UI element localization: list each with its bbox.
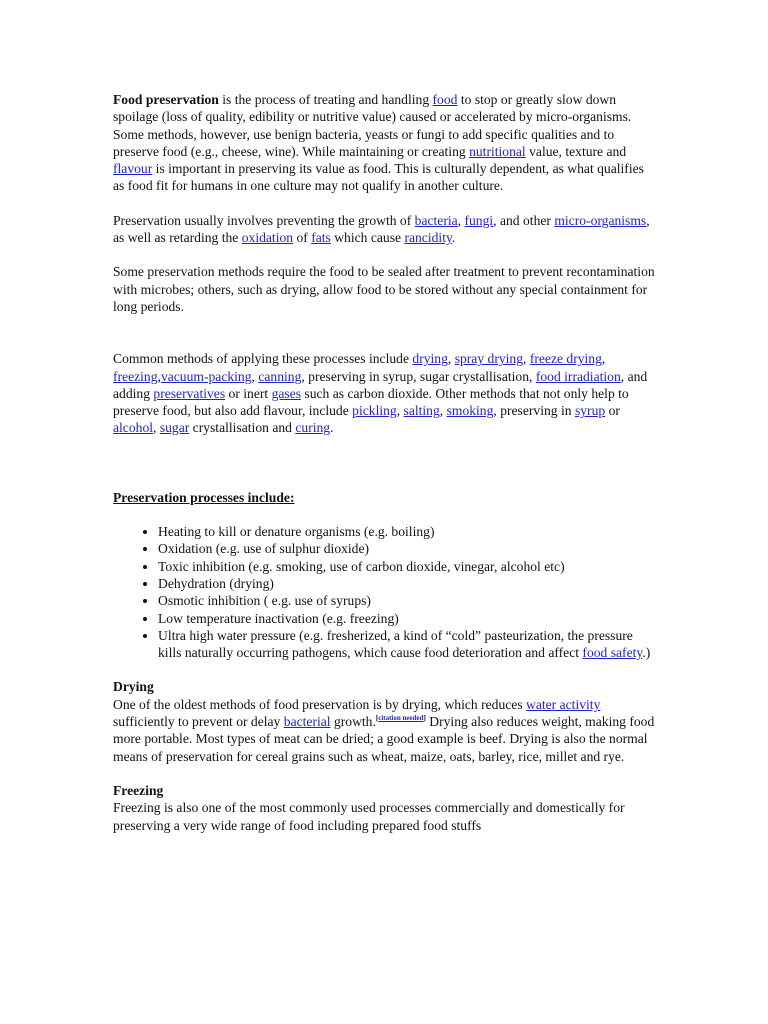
text-run: , as well as retarding the — [113, 212, 650, 246]
list-item — [158, 627, 658, 662]
link-bacterial[interactable]: bacterial — [283, 714, 331, 730]
list-item: • Osmotic inhibition ( e.g. use of syrups) — [158, 592, 658, 609]
drying-heading: Drying — [113, 679, 154, 695]
text-run: growth. — [330, 714, 376, 730]
text-run: Drying also reduces weight, making food more portable. Most types of meat can be dried; a good example is beef. Drying is also the normal means of preservation for cereal grains such as wheat, maize, oats, barley, rice, millet and rye. — [113, 714, 655, 764]
list-item: • Heating to kill or denature organisms (e.g. boiling) — [158, 523, 658, 540]
link-spray-drying[interactable]: spray drying — [454, 351, 524, 367]
text-run: . — [451, 230, 456, 246]
sealing-paragraph: Some preservation methods require the food to be sealed after treatment to prevent recontamination with microbes; others, such as drying, allow food to be stored without any special containment for long periods. — [113, 264, 655, 314]
link-fats[interactable]: fats — [311, 230, 331, 246]
link-flavour[interactable]: flavour — [113, 161, 153, 177]
text-run: . — [330, 420, 334, 436]
text-run: One of the oldest methods of food preservation is by drying, which reduces — [113, 696, 527, 712]
link-freeze-drying[interactable]: freeze drying — [529, 351, 602, 367]
link-pickling[interactable]: pickling — [352, 403, 397, 419]
list-item: • Low temperature inactivation (e.g. freezing) — [158, 610, 658, 627]
link-freezing[interactable]: freezing — [113, 368, 158, 384]
link-smoking[interactable]: smoking — [446, 403, 494, 419]
link-preservatives[interactable]: preservatives — [153, 385, 226, 401]
link-canning[interactable]: canning — [258, 368, 302, 384]
processes-list — [113, 523, 658, 661]
text-run: , and adding — [113, 368, 648, 401]
text-run: , — [251, 368, 259, 384]
text-run: or inert — [225, 385, 272, 401]
drying-section — [113, 678, 658, 764]
link-syrup[interactable]: syrup — [574, 403, 606, 419]
link-food-safety[interactable]: food safety — [582, 645, 643, 661]
link-fungi[interactable]: fungi — [464, 212, 494, 228]
text-run: such as carbon dioxide. Other methods that not only help to preserve food, but also add flavour, include — [113, 385, 629, 419]
intro-paragraph — [113, 91, 658, 195]
link-micro-organisms[interactable]: micro-organisms — [554, 212, 647, 228]
text-run: , and other — [493, 212, 555, 228]
text-run: , — [523, 351, 530, 367]
link-gases[interactable]: gases — [271, 385, 302, 401]
processes-heading: Preservation processes include: — [113, 489, 295, 505]
text-run: Preservation usually involves preventing the growth of — [113, 212, 415, 228]
list-item: • Toxic inhibition (e.g. smoking, use of carbon dioxide, vinegar, alcohol etc) — [158, 558, 658, 575]
text-run: or — [605, 403, 620, 419]
text-run: is important in preserving its value as food. This is culturally dependent, as what qualifies as food fit for humans in one culture may not qualify in another culture. — [113, 161, 644, 194]
list-item: • Dehydration (drying) — [158, 575, 658, 592]
growth-paragraph — [113, 212, 658, 247]
link-food[interactable]: food — [432, 92, 458, 107]
text-run: , preserving in — [493, 403, 575, 419]
text-run: Ultra high water pressure (e.g. fresherized, a kind of “cold” pasteurization, the pressure kills naturally occurring pathogens, which cause food deterioration and affect — [158, 627, 633, 661]
drying-paragraph — [113, 696, 658, 765]
text-run: , — [457, 212, 465, 228]
text-run: which cause — [330, 230, 405, 246]
link-bacteria[interactable]: bacteria — [414, 212, 458, 228]
freezing-section — [113, 782, 658, 834]
link-alcohol[interactable]: alcohol — [113, 420, 154, 436]
text-run: sufficiently to prevent or delay — [113, 714, 284, 730]
text-run: , — [153, 420, 160, 436]
citation-bracket: [ — [375, 714, 379, 723]
text-run: , — [447, 351, 455, 367]
link-sugar[interactable]: sugar — [159, 420, 190, 436]
freezing-paragraph: Freezing is also one of the most commonly used processes commercially and domestically for preserving a very wide range of food including prepared food stuffs — [113, 800, 625, 833]
text-run: , — [157, 368, 161, 384]
link-food-irradiation[interactable]: food irradiation — [535, 368, 621, 384]
freezing-heading: Freezing — [113, 782, 164, 798]
link-vacuum-packing[interactable]: vacuum-packing — [160, 368, 252, 384]
text-run: , preserving in syrup, sugar crystallisation, — [301, 368, 536, 384]
link-salting[interactable]: salting — [403, 403, 440, 419]
list-item: • Oxidation (e.g. use of sulphur dioxide) — [158, 540, 658, 557]
link-drying[interactable]: drying — [412, 351, 448, 367]
citation-needed-marker — [376, 714, 426, 722]
text-run: of — [293, 230, 312, 246]
text-run: crystallisation and — [189, 420, 296, 436]
link-citation-needed[interactable]: citation needed — [378, 714, 424, 723]
methods-paragraph — [113, 350, 658, 436]
link-rancidity[interactable]: rancidity — [404, 230, 452, 246]
link-nutritional[interactable]: nutritional — [469, 143, 526, 159]
link-water-activity[interactable]: water activity — [526, 696, 601, 712]
text-run: , — [601, 351, 606, 367]
document-body — [113, 91, 658, 834]
text-run: , — [396, 403, 404, 419]
text-run: value, texture and — [525, 143, 627, 159]
lead-term: Food preservation — [113, 92, 219, 107]
text-run: Common methods of applying these processes include — [113, 351, 413, 367]
citation-bracket: ] — [423, 714, 426, 723]
text-run: to stop or greatly slow down spoilage (loss of quality, edibility or nutritive value) caused or accelerated by micro-organisms. Some methods, however, use benign bacteria, yeasts or fungi to add specific qualities and to preserve food (e.g., cheese, wine). While maintaining or creating — [113, 92, 632, 159]
text-run: , — [439, 403, 447, 419]
text-run: .) — [642, 645, 651, 661]
link-curing[interactable]: curing — [295, 420, 331, 436]
text-run: is the process of treating and handling — [218, 92, 433, 107]
link-oxidation[interactable]: oxidation — [241, 230, 294, 246]
